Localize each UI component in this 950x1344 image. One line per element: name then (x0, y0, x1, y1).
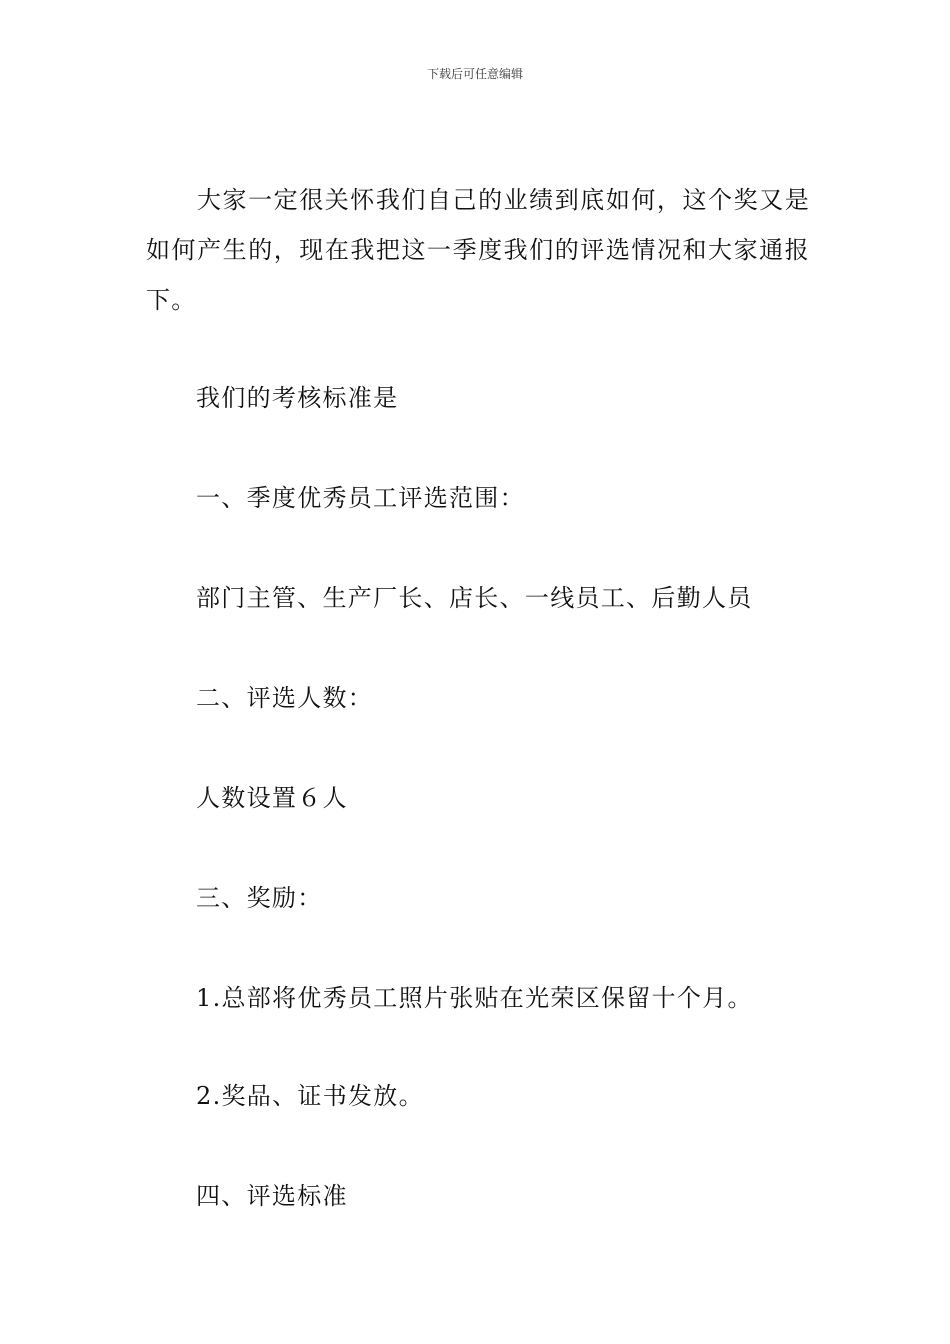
intro-paragraph: 大家一定很关怀我们自己的业绩到底如何，这个奖又是如何产生的，现在我把这一季度我们的评选情况和大家通报下。 (146, 186, 810, 314)
section-four-heading: 四、评选标准 (196, 1182, 348, 1210)
section-one-heading: 一、季度优秀员工评选范围： (196, 484, 525, 512)
section-three-heading: 三、奖励： (196, 884, 323, 912)
reward-item-1: 1.总部将优秀员工照片张贴在光荣区保留十个月。 (196, 984, 753, 1012)
section-two-heading: 二、评选人数： (196, 684, 374, 712)
reward-item-2: 2.奖品、证书发放。 (196, 1082, 424, 1110)
section-one-body: 部门主管、生产厂长、店长、一线员工、后勤人员 (196, 584, 753, 612)
header-note: 下载后可任意编辑 (426, 67, 523, 81)
assessment-standard-heading: 我们的考核标准是 (196, 384, 399, 412)
section-two-body: 人数设置６人 (196, 784, 348, 812)
